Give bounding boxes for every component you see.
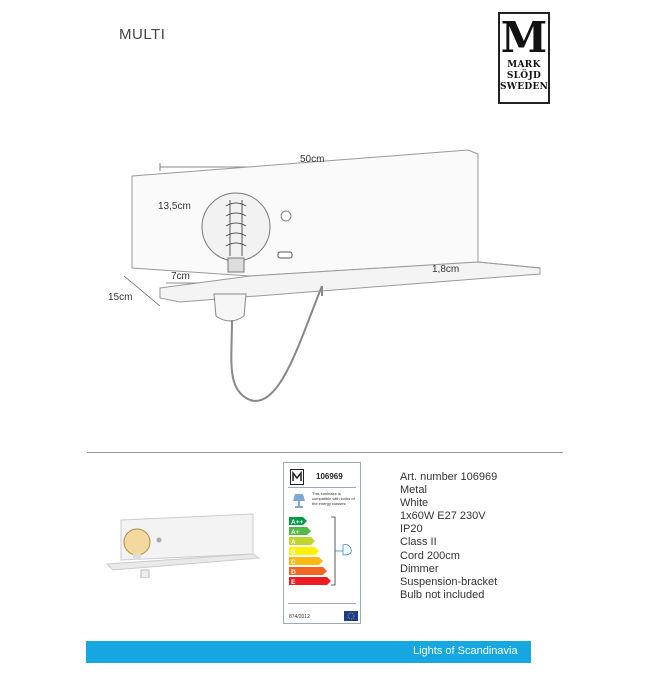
class-bracket [331,517,335,585]
energy-class-label: B [291,549,296,556]
energy-class-label: E [291,579,296,586]
page-title: MULTI [119,26,166,43]
logo-line-3: SWEDEN [500,82,549,92]
energy-class-label: C [291,559,296,566]
spec-item: Metal [400,484,427,497]
energy-class-label: A [291,539,296,546]
label-compat-text: This luminaire is compatible with bulbs of the energy classes: [312,491,355,506]
dim-lip: 1,8cm [432,264,460,275]
label-number: 106969 [316,472,343,481]
dim-lamp-offset: 7cm [171,271,190,282]
bulb-icon [343,545,351,556]
spec-list [400,471,497,602]
spec-item: Class II [400,536,437,549]
logo-line-1: MARK [507,60,541,70]
energy-class-label: A++ [291,519,304,526]
energy-class-label: D [291,569,296,576]
label-bottom-rule [288,603,356,604]
spec-item: Bulb not included [400,588,485,601]
label-top-rule [288,487,356,488]
energy-label [283,462,361,624]
energy-class-arrows [287,515,361,591]
spec-item: White [400,497,429,510]
spec-item: Dimmer [400,562,439,575]
label-brand-mark [290,469,304,485]
logo-line-2: SLÖJD [506,71,542,81]
dim-depth: 15cm [108,292,133,303]
label-regulation: 874/2012 [289,614,310,620]
divider [87,452,563,453]
spec-item: IP20 [400,523,423,536]
spec-item: Cord 200cm [400,549,460,562]
spec-item: 1x60W E27 230V [400,510,486,523]
footer-text: Lights of Scandinavia [413,645,518,657]
product-photo [103,508,263,578]
logo-initial: M [500,13,548,62]
dim-width: 50cm [300,154,325,165]
eu-flag-icon [344,611,358,621]
spec-item: Art. number 106969 [400,471,498,483]
energy-class-label: A+ [291,529,300,536]
dim-height: 13,5cm [158,201,191,212]
spec-item: Suspension-bracket [400,575,498,588]
lamp-symbol-icon [292,492,306,508]
